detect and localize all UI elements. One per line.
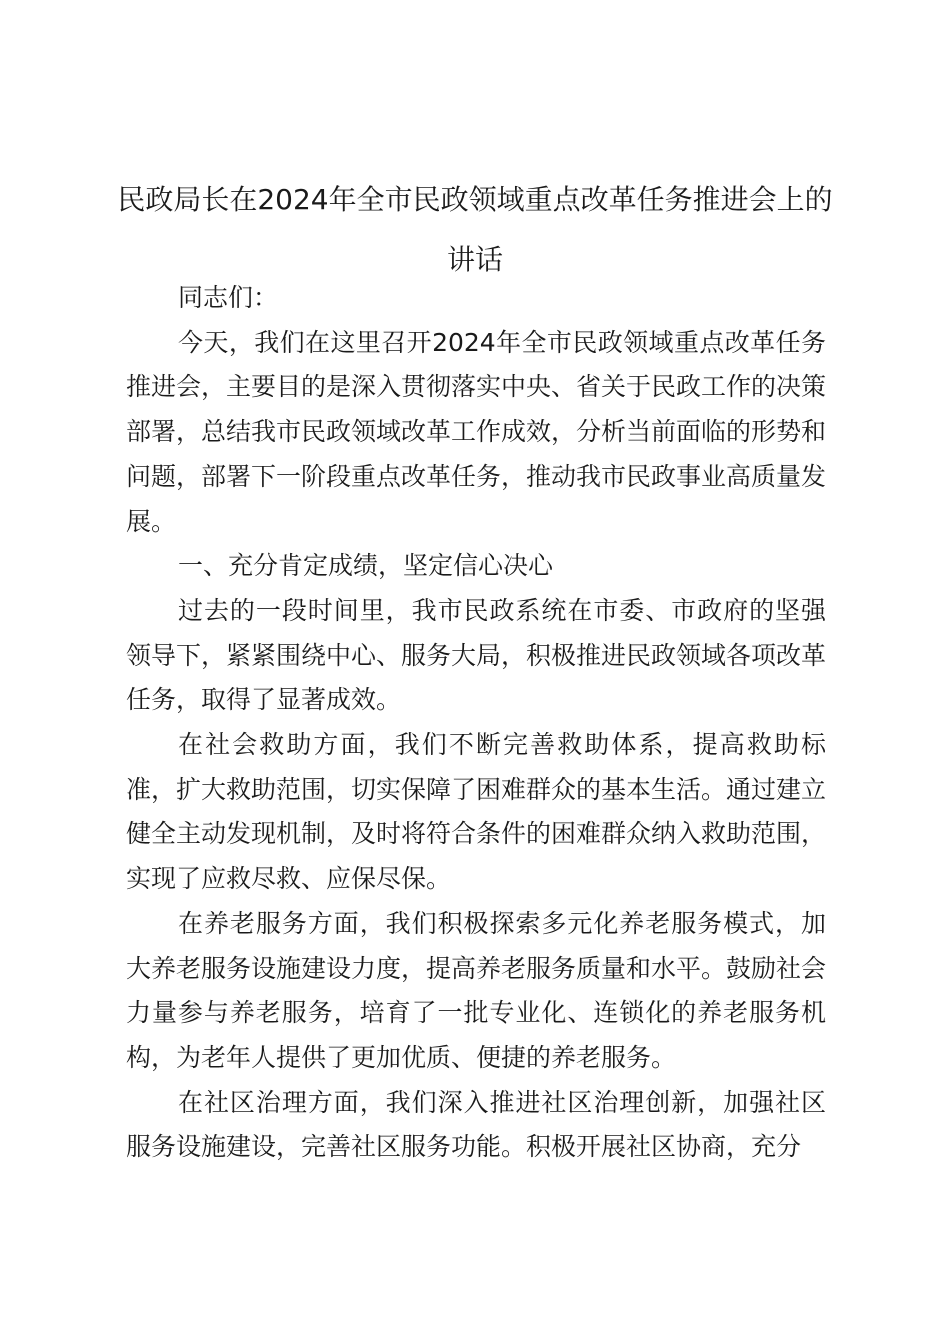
paragraph-elderly-care: 在养老服务方面，我们积极探索多元化养老服务模式，加大养老服务设施建设力度，提高养老服务质量和水平。鼓励社会力量参与养老服务，培育了一批专业化、连锁化的养老服务机构，为老年人提供了更加优质、便捷的养老服务。	[126, 908, 827, 1072]
salutation: 同志们：	[178, 283, 279, 312]
document-body	[126, 276, 826, 1170]
paragraph-community-governance: 在社区治理方面，我们深入推进社区治理创新，加强社区服务设施建设，完善社区服务功能。积极开展社区协商，充分	[126, 1087, 826, 1162]
section-heading: 一、充分肯定成绩，坚定信心决心	[178, 551, 554, 581]
paragraph-achievements: 过去的一段时间里，我市民政系统在市委、市政府的坚强领导下，紧紧围绕中心、服务大局，积极推进民政领域各项改革任务，取得了显著成效。	[126, 595, 827, 715]
document-title: 民政局长在2024年全市民政领域重点改革任务推进会上的讲话	[117, 183, 833, 276]
paragraph-intro: 今天，我们在这里召开2024年全市民政领域重点改革任务推进会，主要目的是深入贯彻落实中央、省关于民政工作的决策部署，总结我市民政领域改革工作成效，分析当前面临的形势和问题，部署下一阶段重点改革任务，推动我市民政事业高质量发展。	[126, 327, 827, 536]
paragraph-social-assistance: 在社会救助方面，我们不断完善救助体系，提高救助标准，扩大救助范围，切实保障了困难群众的基本生活。通过建立健全主动发现机制，及时将符合条件的困难群众纳入救助范围，实现了应救尽救、应保尽保。	[126, 730, 827, 894]
